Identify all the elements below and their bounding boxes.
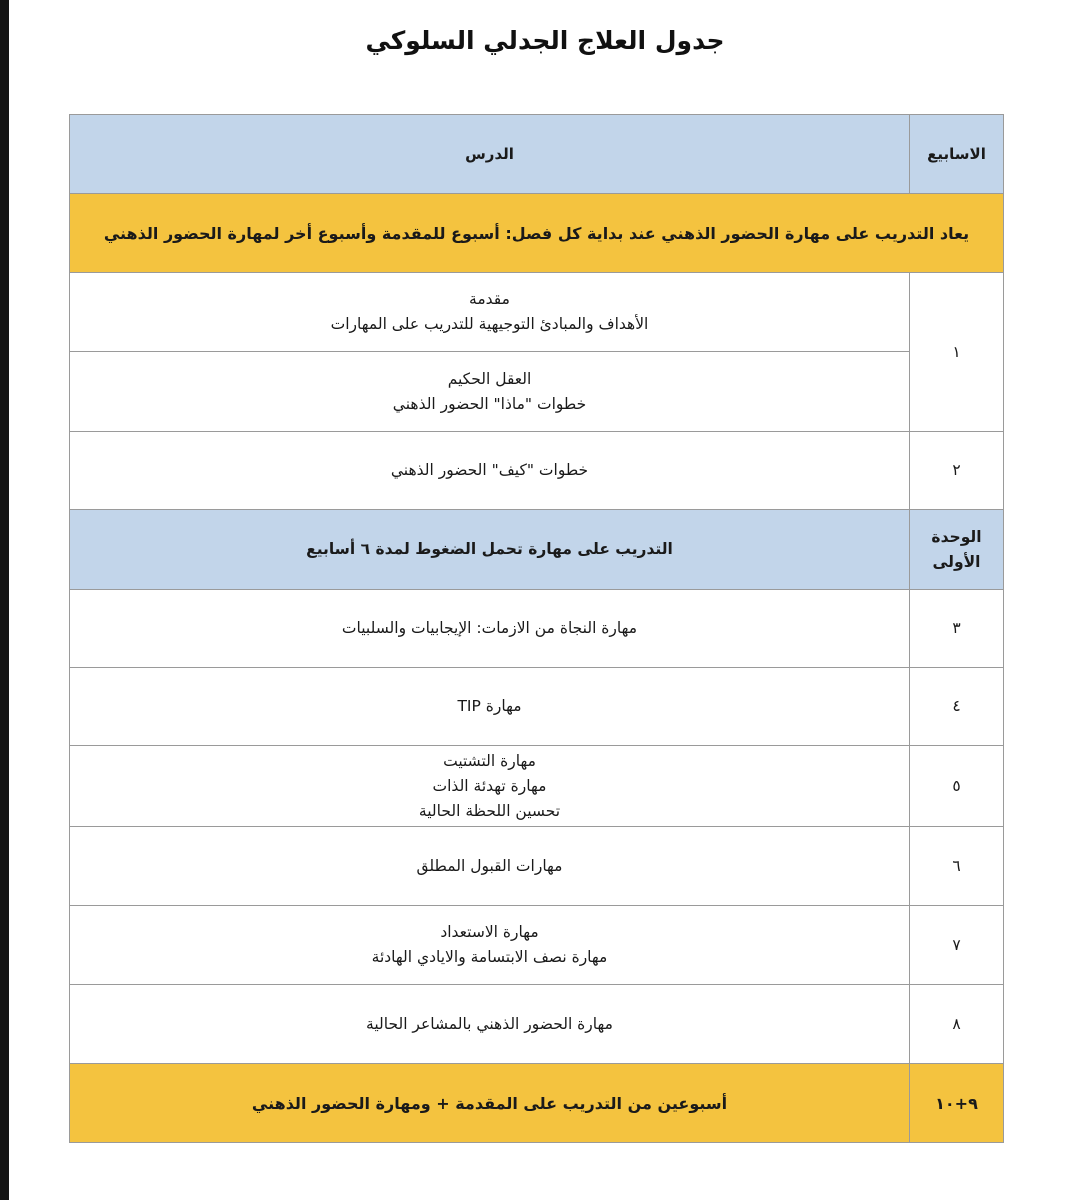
schedule-table [69,114,1004,1143]
lesson-cell [70,352,910,432]
week-number: ٧ [910,906,1004,985]
lesson-line: مهارة تهدئة الذات [432,776,547,795]
mindfulness-note-row [70,194,1004,273]
lesson-cell: أسبوعين من التدريب على المقدمة + ومهارة الحضور الذهني [70,1064,910,1143]
lesson-cell: مهارة TIP [70,668,910,746]
unit-label [910,510,1004,590]
week-number: ٩+١٠ [910,1064,1004,1143]
lesson-line: خطوات "ماذا" الحضور الذهني [392,394,587,413]
lesson-line: مهارة الاستعداد [440,923,539,941]
lesson-line: العقل الحكيم [447,369,532,388]
unit-title: التدريب على مهارة تحمل الضغوط لمدة ٦ أسابيع [70,510,910,590]
lesson-cell: مهارات القبول المطلق [70,827,910,906]
week-number: ٨ [910,985,1004,1064]
table-row-final [70,1064,1004,1143]
lesson-cell [70,906,910,985]
week-number: ٦ [910,827,1004,906]
header-lesson: الدرس [70,115,910,194]
week-number: ٤ [910,668,1004,746]
header-weeks: الاسابيع [910,115,1004,194]
lesson-line: الأهداف والمبادئ التوجيهية للتدريب على المهارات [330,315,649,333]
lesson-line: مقدمة [469,290,510,308]
lesson-cell: مهارة الحضور الذهني بالمشاعر الحالية [70,985,910,1064]
table-row [70,432,1004,510]
table-row [70,746,1004,827]
document-title: جدول العلاج الجدلي السلوكي [365,26,725,55]
lesson-line: مهارة نصف الابتسامة والايادي الهادئة [371,948,608,966]
table-row [70,827,1004,906]
lesson-cell [70,746,910,827]
unit-label-line: الأولى [932,552,981,571]
table-row [70,906,1004,985]
table-row [70,985,1004,1064]
lesson-cell: خطوات "كيف" الحضور الذهني [70,432,910,510]
table-row [70,273,1004,352]
table-header-row [70,115,1004,194]
page-edge-shadow [0,0,9,1200]
lesson-line: تحسين اللحظة الحالية [418,801,561,820]
table-row [70,590,1004,668]
table-row [70,668,1004,746]
week-number: ٢ [910,432,1004,510]
week-number: ٥ [910,746,1004,827]
lesson-cell: مهارة النجاة من الازمات: الإيجابيات والسلبيات [70,590,910,668]
week-number: ٣ [910,590,1004,668]
document-page [9,0,1081,1200]
lesson-cell [70,273,910,352]
week-number: ١ [910,273,1004,432]
lesson-line: مهارة التشتيت [443,751,536,770]
unit-header-row [70,510,1004,590]
unit-label-line: الوحدة [931,527,982,546]
mindfulness-note: يعاد التدريب على مهارة الحضور الذهني عند بداية كل فصل: أسبوع للمقدمة وأسبوع أخر لمهارة الحضور الذهني [70,194,1004,273]
table-row [70,352,1004,432]
